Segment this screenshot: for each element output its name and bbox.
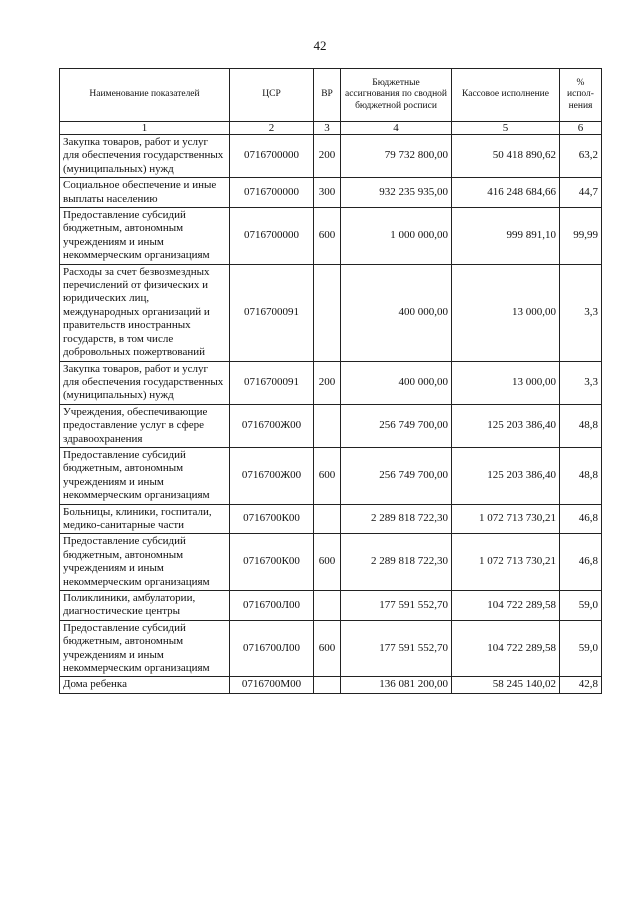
row-percent-cell: 48,8 (560, 404, 602, 447)
row-percent-cell: 44,7 (560, 178, 602, 208)
row-vr-cell: 600 (314, 620, 341, 677)
row-budget-cell: 400 000,00 (341, 264, 452, 361)
column-number-row (60, 122, 602, 135)
header-vr: ВР (314, 69, 341, 122)
row-csr-cell: 0716700К00 (230, 534, 314, 591)
row-name-cell: Предоставление субсидий бюджетным, автономным учреждениям и иным некоммерческим организациям (60, 447, 230, 504)
row-budget-cell: 932 235 935,00 (341, 178, 452, 208)
row-csr-cell: 0716700000 (230, 208, 314, 265)
header-csr: ЦСР (230, 69, 314, 122)
budget-execution-table (59, 68, 602, 694)
row-csr-cell: 0716700Л00 (230, 591, 314, 621)
table-row (60, 447, 602, 504)
row-name-cell: Предоставление субсидий бюджетным, автономным учреждениям и иным некоммерческим организациям (60, 620, 230, 677)
header-name: Наименование показателей (60, 69, 230, 122)
row-percent-cell: 59,0 (560, 591, 602, 621)
row-name-cell: Поликлиники, амбулатории, диагностические центры (60, 591, 230, 621)
row-csr-cell: 0716700Л00 (230, 620, 314, 677)
row-budget-cell: 256 749 700,00 (341, 447, 452, 504)
table-row (60, 677, 602, 693)
row-budget-cell: 1 000 000,00 (341, 208, 452, 265)
row-name-cell: Закупка товаров, работ и услуг для обеспечения государственных (муниципальных) нужд (60, 135, 230, 178)
row-cash-cell: 1 072 713 730,21 (452, 504, 560, 534)
table-row (60, 504, 602, 534)
row-cash-cell: 416 248 684,66 (452, 178, 560, 208)
row-percent-cell: 42,8 (560, 677, 602, 693)
header-budget: Бюджетные ассигнования по сводной бюджетной росписи (341, 69, 452, 122)
row-vr-cell (314, 264, 341, 361)
row-name-cell: Предоставление субсидий бюджетным, автономным учреждениям и иным некоммерческим организациям (60, 534, 230, 591)
table-row (60, 534, 602, 591)
row-percent-cell: 99,99 (560, 208, 602, 265)
row-vr-cell (314, 677, 341, 693)
column-number: 6 (560, 122, 602, 135)
row-percent-cell: 3,3 (560, 264, 602, 361)
row-cash-cell: 104 722 289,58 (452, 620, 560, 677)
table-row (60, 361, 602, 404)
row-name-cell: Дома ребенка (60, 677, 230, 693)
row-name-cell: Социальное обеспечение и иные выплаты населению (60, 178, 230, 208)
row-csr-cell: 0716700000 (230, 135, 314, 178)
row-vr-cell: 200 (314, 361, 341, 404)
row-budget-cell: 136 081 200,00 (341, 677, 452, 693)
row-name-cell: Учреждения, обеспечивающие предоставление услуг в сфере здравоохранения (60, 404, 230, 447)
row-name-cell: Больницы, клиники, госпитали, медико-санитарные части (60, 504, 230, 534)
column-number: 2 (230, 122, 314, 135)
row-name-cell: Расходы за счет безвозмездных перечислений от физических и юридических лиц, международных организаций и правительств иностранных государств, в том числе добровольных пожертвований (60, 264, 230, 361)
row-csr-cell: 0716700091 (230, 361, 314, 404)
row-cash-cell: 999 891,10 (452, 208, 560, 265)
row-cash-cell: 125 203 386,40 (452, 447, 560, 504)
row-csr-cell: 0716700К00 (230, 504, 314, 534)
row-vr-cell: 200 (314, 135, 341, 178)
row-cash-cell: 50 418 890,62 (452, 135, 560, 178)
row-percent-cell: 46,8 (560, 534, 602, 591)
column-number: 4 (341, 122, 452, 135)
row-vr-cell: 600 (314, 208, 341, 265)
table-row (60, 404, 602, 447)
row-cash-cell: 13 000,00 (452, 361, 560, 404)
row-vr-cell (314, 504, 341, 534)
table-row (60, 620, 602, 677)
row-cash-cell: 104 722 289,58 (452, 591, 560, 621)
row-budget-cell: 177 591 552,70 (341, 591, 452, 621)
row-budget-cell: 177 591 552,70 (341, 620, 452, 677)
row-percent-cell: 46,8 (560, 504, 602, 534)
header-percent: % испол-нения (560, 69, 602, 122)
row-cash-cell: 1 072 713 730,21 (452, 534, 560, 591)
row-percent-cell: 59,0 (560, 620, 602, 677)
row-csr-cell: 0716700Ж00 (230, 447, 314, 504)
row-budget-cell: 2 289 818 722,30 (341, 504, 452, 534)
page-number: 42 (313, 38, 327, 53)
table-body (60, 135, 602, 694)
row-csr-cell: 0716700091 (230, 264, 314, 361)
table-row (60, 178, 602, 208)
table-row (60, 135, 602, 178)
row-name-cell: Предоставление субсидий бюджетным, автономным учреждениям и иным некоммерческим организациям (60, 208, 230, 265)
row-cash-cell: 125 203 386,40 (452, 404, 560, 447)
table-row (60, 208, 602, 265)
row-budget-cell: 256 749 700,00 (341, 404, 452, 447)
column-number: 3 (314, 122, 341, 135)
row-vr-cell (314, 404, 341, 447)
row-cash-cell: 13 000,00 (452, 264, 560, 361)
row-csr-cell: 0716700М00 (230, 677, 314, 693)
row-csr-cell: 0716700Ж00 (230, 404, 314, 447)
row-vr-cell: 600 (314, 447, 341, 504)
row-vr-cell: 300 (314, 178, 341, 208)
row-percent-cell: 48,8 (560, 447, 602, 504)
row-name-cell: Закупка товаров, работ и услуг для обеспечения государственных (муниципальных) нужд (60, 361, 230, 404)
row-vr-cell: 600 (314, 534, 341, 591)
row-percent-cell: 3,3 (560, 361, 602, 404)
row-percent-cell: 63,2 (560, 135, 602, 178)
row-cash-cell: 58 245 140,02 (452, 677, 560, 693)
header-cash: Кассовое исполнение (452, 69, 560, 122)
row-budget-cell: 400 000,00 (341, 361, 452, 404)
table-row (60, 264, 602, 361)
column-number: 5 (452, 122, 560, 135)
row-vr-cell (314, 591, 341, 621)
header-row (60, 69, 602, 122)
column-number: 1 (60, 122, 230, 135)
row-csr-cell: 0716700000 (230, 178, 314, 208)
table-row (60, 591, 602, 621)
row-budget-cell: 79 732 800,00 (341, 135, 452, 178)
row-budget-cell: 2 289 818 722,30 (341, 534, 452, 591)
